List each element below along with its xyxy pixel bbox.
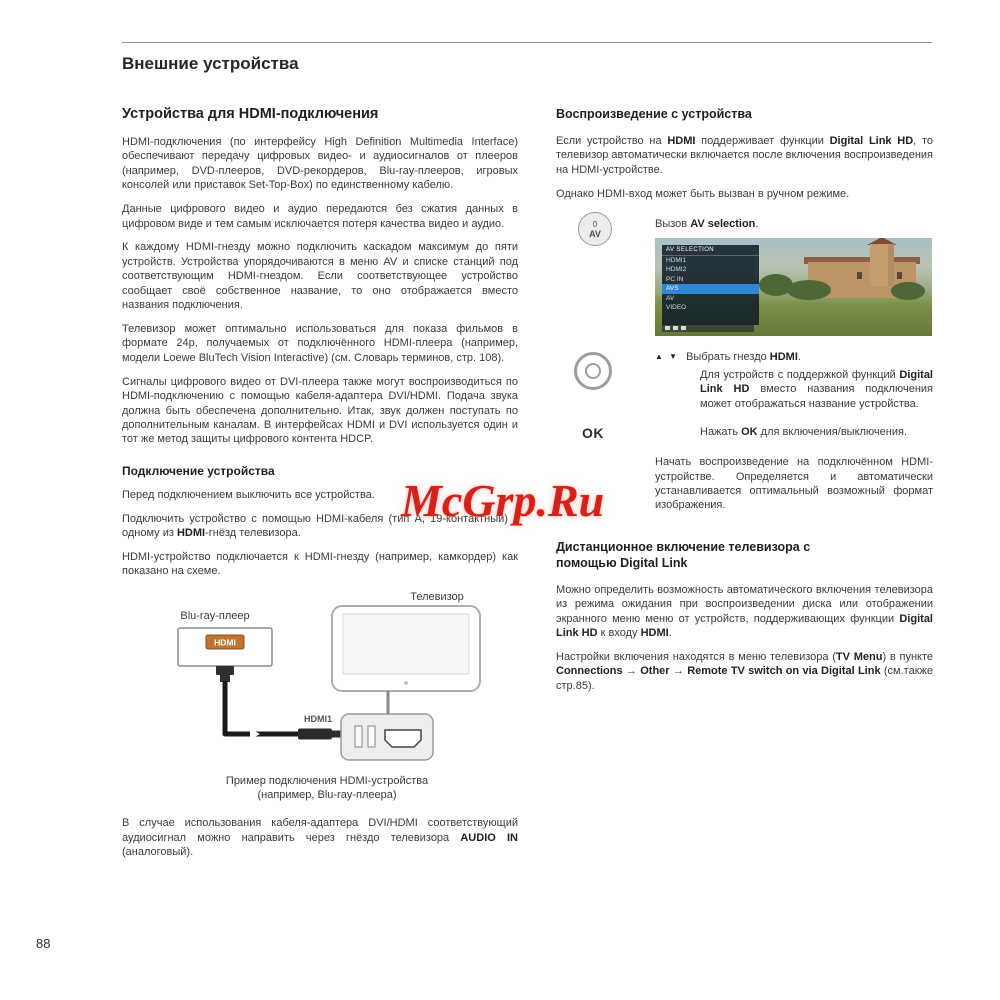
instruction-row: [556, 455, 933, 513]
hdmi-port: [385, 730, 421, 747]
av-selection-menu: [662, 245, 759, 325]
instruction-row: [556, 425, 933, 443]
subsection-heading: Подключение устройства: [122, 463, 275, 478]
tv-screen: [343, 614, 469, 674]
paragraph: HDMI-подключения (по интерфейсу High Definition Multimedia Interface) обеспечивают передачу цифровых видео- и аудиосигналов от плееров (например, DVD-плееров, DVD-рекордеров, Blu-ray-плееров, игровых консолей или приставок Set-Top-Box) по единственному кабелю.: [122, 136, 518, 192]
instruction-row: [556, 217, 933, 337]
paragraph: Телевизор может оптимально использоваться для показа фильмов в формате 24p, получаемых от подключённого HDMI-плеера (например, модели Loewe BluTech Vision Interactive) (см. Словарь терминов, стр. 108).: [122, 322, 518, 364]
paragraph: Настройки включения находятся в меню телевизора (TV Menu) в пункте Connections → Other → Remote TV switch on via Digital Link (см.также стр.85).: [556, 650, 934, 692]
av-menu-item: AVS: [662, 284, 759, 294]
diagram-player-label: Blu-ray-плеер: [180, 610, 250, 623]
av-menu-list: [662, 256, 759, 313]
hdmi-logo-text: HDMI: [214, 637, 236, 648]
paragraph: Подключить устройство с помощью HDMI-кабеля (тип A, 19-контактный) к одному из HDMI-гнёзд телевизора.: [122, 512, 518, 540]
paragraph: В случае использования кабеля-адаптера DVI/HDMI соответствующий аудиосигнал можно направить через гнёздо телевизора AUDIO IN (аналоговый).: [122, 817, 518, 859]
left-section-heading: Устройства для HDMI-подключения: [122, 106, 379, 122]
up-down-arrows-icon: ▲ ▼: [655, 351, 680, 361]
av-menu-item: AV: [666, 294, 675, 302]
player-plug-tip: [220, 675, 230, 682]
caption-line: Пример подключения HDMI-устройства: [225, 775, 429, 788]
watermark: McGrp.Ru: [401, 475, 605, 526]
av-button-digit: 0: [592, 219, 598, 229]
av-button-label: AV: [589, 228, 601, 239]
building-tower: [870, 244, 894, 286]
building-window: [897, 272, 902, 279]
note-text: Начать воспроизведение на подключённом HDMI-устройстве. Определяется и автоматически устанавливается оптимальный возможный формат изображения.: [655, 456, 933, 512]
av-button-icon: [578, 212, 612, 246]
paragraph: HDMI-устройство подключается к HDMI-гнезду (например, камкордер) как показано на схеме.: [122, 550, 518, 578]
instruction-text: Вызов AV selection.: [655, 218, 759, 231]
navigation-ring-icon: [574, 352, 612, 390]
hdmi-plug-tip: [332, 731, 341, 738]
page-title: Внешние устройства: [122, 54, 299, 73]
player-plug: [216, 666, 234, 675]
instruction-content: [655, 217, 933, 337]
page-number: 88: [36, 936, 51, 951]
icon-gutter: [556, 425, 655, 443]
hdmi-cable: [225, 681, 298, 734]
icon-gutter: [556, 217, 655, 337]
instruction-content: [655, 425, 933, 443]
diagram-caption: [172, 774, 482, 802]
top-rule: [122, 42, 932, 43]
paragraph: Можно определить возможность автоматического включения телевизора из режима ожидания при воспроизведении диска или отображении экранного меню меню от устройств, поддерживающих функции Digital Link HD к входу HDMI.: [556, 583, 933, 639]
instruction-content: [655, 350, 933, 412]
right-column: [556, 106, 933, 703]
av-menu-item: VIDEO: [666, 304, 687, 312]
caption-line: (например, Blu-ray-плеера): [257, 789, 397, 802]
ok-button-icon: OK: [582, 425, 604, 442]
av-menu-item: PC IN: [666, 275, 684, 283]
screenshot-status-bar: [662, 324, 754, 332]
digital-link-section: [556, 539, 933, 693]
paragraph: Перед подключением выключить все устройства.: [122, 488, 375, 501]
note-text: Для устройств с поддержкой функций Digital Link HD вместо названия подключения может отображаться название устройства.: [700, 368, 933, 410]
panel-slot: [355, 726, 362, 747]
building-window: [857, 272, 862, 279]
tree: [787, 280, 831, 300]
select-hdmi-text: Выбрать гнездо HDMI.: [686, 350, 801, 363]
av-menu-title: AV SELECTION: [662, 245, 759, 256]
icon-gutter: [556, 350, 655, 412]
instruction-row: [556, 350, 933, 412]
hdmi-plug: [298, 729, 332, 740]
instruction-text: Нажать OK для включения/выключения.: [700, 426, 908, 439]
paragraph: Данные цифрового видео и аудио передаются без сжатия данных в цифровом виде и тем самым исключается потеря качества видео и аудио.: [122, 203, 518, 230]
tv-logo-dot: [404, 681, 408, 685]
paragraph: Однако HDMI-вход может быть вызван в ручном режиме.: [556, 187, 850, 200]
section-heading: Дистанционное включение телевизора с помощью Digital Link: [556, 539, 811, 570]
av-menu-item: HDMI1: [666, 256, 687, 264]
paragraph: Если устройство на HDMI поддерживает функции Digital Link HD, то телевизор автоматически включается после включения воспроизведения на HDMI-устройстве.: [556, 135, 933, 176]
diagram-port-label: HDMI1: [303, 714, 333, 725]
paragraph: К каждому HDMI-гнезду можно подключить каскадом максимум до пяти устройств. Устройства упорядочиваются в меню AV и списке станций под соответствующим HDMI-гнездом. Если соответствующее устройство сообщает своё собственное название, то оно отображается вместо названия подключения.: [122, 241, 518, 312]
cable-arrow-icon: [250, 729, 260, 740]
av-menu-item: HDMI2: [666, 266, 687, 274]
tv-screenshot: [655, 238, 932, 336]
instruction-content: [655, 455, 933, 513]
paragraph: Сигналы цифрового видео от DVI-плеера также могут воспроизводиться по HDMI-подключению с помощью кабеля-адаптера DVI/HDMI. Подача звука должна быть обеспечена дополнительно. Итак, звук должен поступать по дополнительным каналам. В интерфейсах HDMI и DVI используется один и тот же метод защиты цифрового контента HDCP.: [122, 375, 518, 446]
right-section-heading: Воспроизведение с устройства: [556, 107, 752, 121]
connection-diagram: [122, 588, 518, 770]
tree: [891, 282, 925, 300]
panel-slot: [368, 726, 375, 747]
diagram-tv-label: Телевизор: [410, 591, 464, 604]
instruction-text: [655, 350, 933, 364]
